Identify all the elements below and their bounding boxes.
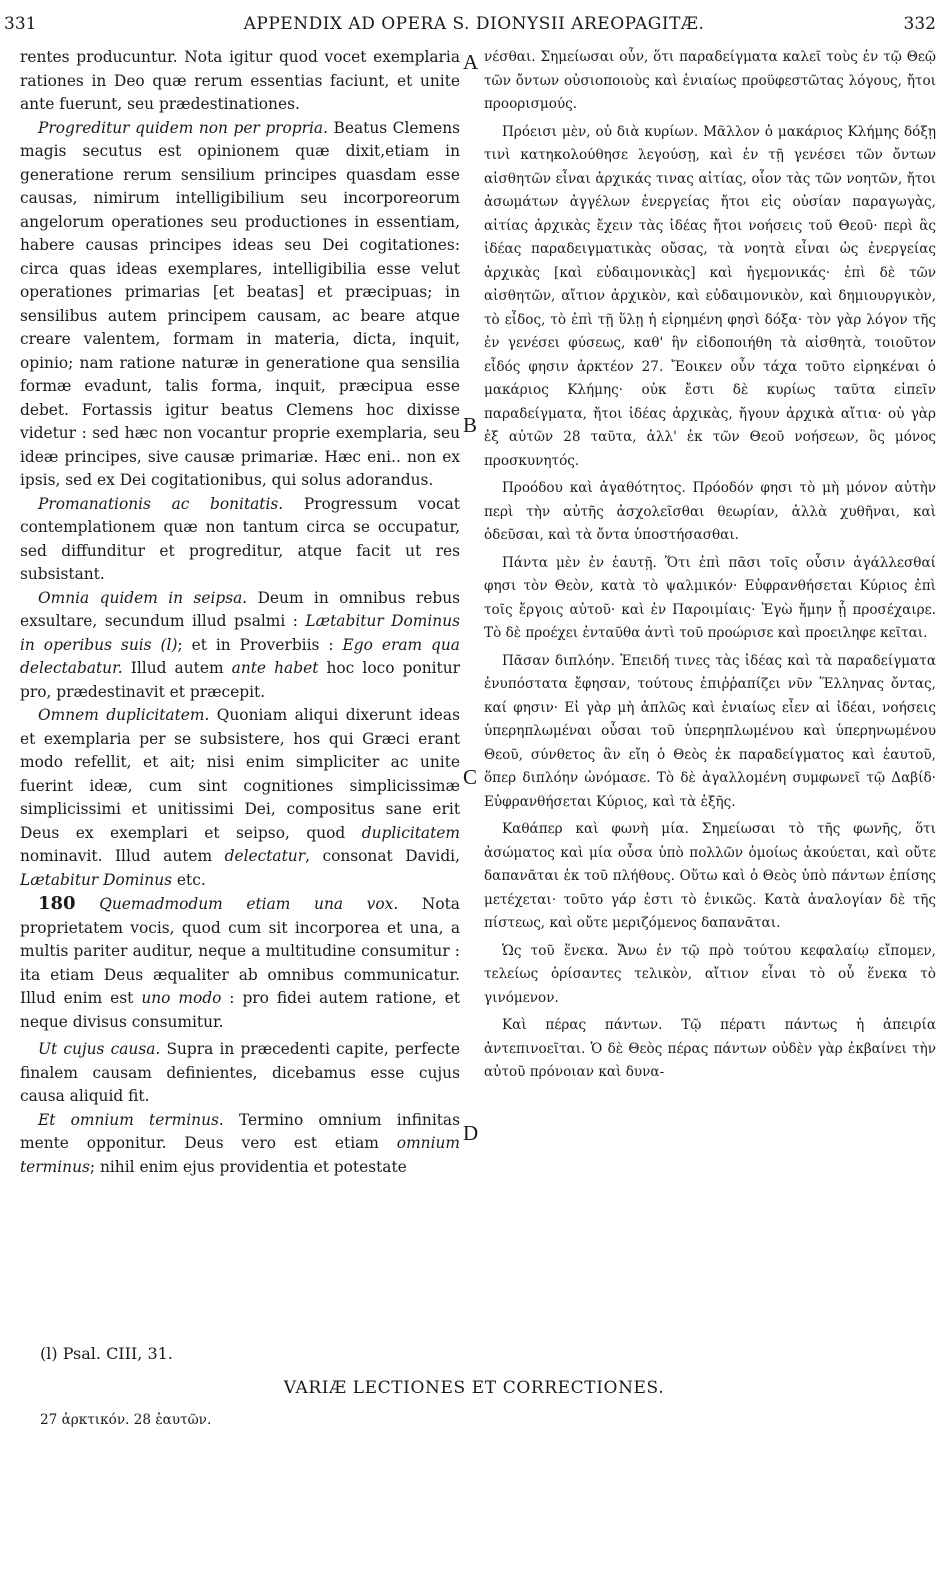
latin-paragraph: Omnia quidem in seipsa. Deum in omnibus rebus exsultare, secundum illud psalmi : Lætabitur Dominus in operibus suis (l); et in Proverbiis : Ego eram qua delectabatur. Illud autem ante habet hoc loco ponitur pro, prædestinavit et præcepit.	[20, 588, 461, 701]
greek-paragraph: Πᾶσαν διπλόην. Ἐπειδή τινες τὰς ἰδέας καὶ τὰ παραδείγματα ἐνυπόστατα ἔφησαν, τούτους ἐπιῤῥαπίζει νῦν Ἕλληνας ὄντας, καί φησιν· Εἰ γὰρ μὴ ἁπλῶς καὶ ἑνιαίως εἶεν αἱ ἰδέαι, νοήσεις ὑπερηπλωμέναι οὖσαι τοῦ ὑπερηπλωμένου καὶ ὑπερηνωμένου Θεοῦ, σύνθετος ἂν εἴη ὁ Θεὸς ἐκ παραδείγματος καὶ ἑαυτοῦ, ὅπερ διπλόην ὠνόμασε. Τὸ δὲ ἀγαλλομένη συμφωνεῖ τῷ Δαβίδ· Εὐφρανθήσεται Κύριος, καὶ τὰ ἑξῆς.	[484, 652, 936, 810]
greek-paragraph: Ὡς τοῦ ἕνεκα. Ἄνω ἐν τῷ πρὸ τούτου κεφαλαίῳ εἴπομεν, τελείως ὁρίσαντες τελικὸν, αἴτιον εἶναι τὸ οὗ ἕνεκα τὸ γινόμενον.	[484, 942, 936, 1006]
variae-lectiones-notes: 27 ἀρκτικόν. 28 ἑαυτῶν.	[40, 1412, 212, 1428]
latin-paragraph: Promanationis ac bonitatis. Progressum vocat contemplationem quæ non tantum circa se occupatur, sed diffunditur et progreditur, atque facit ut res subsistant.	[20, 494, 460, 583]
latin-column	[20, 46, 460, 1179]
greek-paragraph: Πάντα μὲν ἐν ἑαυτῇ. Ὅτι ἐπὶ πᾶσι τοῖς οὖσιν ἀγάλλεσθαί φησι τὸν Θεὸν, κατὰ τὸ ψαλμικόν· Εὐφρανθήσεται Κύριος ἐπὶ τοῖς ἔργοις αὐτοῦ· καὶ ἐν Παροιμίαις· Ἐγὼ ἤμην ᾗ προσέχαιρε. Τὸ δὲ προέχει ἐνταῦθα ἀντὶ τοῦ προώρισε καὶ προειληφε κεῖται.	[484, 554, 936, 641]
latin-paragraph: rentes producuntur. Nota igitur quod vocet exemplaria rationes in Deo quæ rerum essentias faciunt, et unite ante fuerunt, seu prædestinationes.	[20, 48, 460, 113]
latin-paragraph: 180 Quemadmodum etiam una vox. Nota proprietatem vocis, quod cum sit incorporea et una, a multis pariter auditur, neque a multitudine consumitur : ita etiam Deus æqualiter ab omnibus communicatur. Illud enim est uno modo : pro fidei autem ratione, et neque divisus consumitur.	[20, 893, 461, 1031]
page-number-left: 331	[4, 14, 37, 34]
latin-paragraph: Progreditur quidem non per propria. Beatus Clemens magis secutus est opinionem quæ dixit,etiam in generatione rerum sensilium principes quasdam esse causas, nimirum intelligibilium seu incorporeorum angelorum operationes seu productiones in essentiam, habere causas principes ideas seu Dei cogitationes: circa quas ideas exemplares, intelligibilia esse velut operationes primarias [et beatas] et præcipuas; in sensilibus autem principem causam, ac beare atque creare valentem, formam in materia, dicta, inquit, opinio; nam ratione naturæ in generatione qua sensilia formæ evadunt, talis forma, inquit, præcipua esse debet. Fortassis igitur beatus Clemens hoc dixisse videtur : sed hæc non vocantur proprie exemplaria, seu ideæ principes, sive causæ primariæ. Hæc eni.. non ex ipsis, sed ex Dei cogitationibus, qui solus adorandus.	[20, 118, 460, 489]
running-header	[0, 12, 948, 42]
greek-paragraph: Προόδου καὶ ἀγαθότητος. Πρόοδόν φησι τὸ μὴ μόνον αὐτὴν περὶ τὴν αὐτῆς ἀσχολεῖσθαι θεωρίαν, ἀλλὰ χυθῆναι, καὶ ὁδεῦσαι, καὶ τὰ ὄντα ὑποστήσασθαι.	[484, 480, 936, 543]
page-number-right: 332	[903, 14, 936, 34]
running-title: APPENDIX AD OPERA S. DIONYSII AREOPAGITÆ.	[243, 14, 705, 34]
greek-paragraph: Καὶ πέρας πάντων. Τῷ πέρατι πάντως ἡ ἀπειρία ἀντεπινοεῖται. Ὁ δὲ Θεὸς πέρας πάντων οὐδὲν γὰρ ἐκβαίνει τὴν αὐτοῦ πρόνοιαν καὶ δυνα-	[484, 1017, 936, 1080]
greek-paragraph: νέσθαι. Σημείωσαι οὖν, ὅτι παραδείγματα καλεῖ τοὺς ἐν τῷ Θεῷ τῶν ὄντων οὐσιοποιοὺς καὶ ἑνιαίως προϋφεστῶτας λόγους, ἤτοι προορισμούς.	[484, 49, 936, 112]
latin-paragraph: Omnem duplicitatem. Quoniam aliqui dixerunt ideas et exemplaria per se subsistere, hos qui Græci erant modo refellit, et ait; nisi enim simpliciter ac unite fuerint ideæ, cum sint cognitiones simplicissimæ simplicissimi et unitissimi Dei, compositus sane erit Deus ex exemplari et seipso, quod duplicitatem nominavit. Illud autem delectatur, consonat Davidi, Lætabitur Dominus etc.	[20, 706, 460, 889]
greek-column	[484, 46, 936, 1085]
margin-letter-c: C	[463, 765, 478, 789]
scripture-footnote: (l) Psal. CIII, 31.	[40, 1344, 173, 1363]
margin-letter-a: A	[463, 50, 479, 74]
greek-paragraph: Πρόεισι μὲν, οὐ διὰ κυρίων. Μᾶλλον ὁ μακάριος Κλήμης δόξῃ τινὶ κατηκολούθησε λεγούσῃ, καὶ ἐν τῇ γενέσει τῶν ὄντων αἰσθητῶν εἶναι ἀρχικάς τινας αἰτίας, οἷον τὰς τῶν νοητῶν, ἤτοι ἀσωμάτων ἀγγέλων ἐνεργείας ἤτοι εἰς οὐσίαν παραγωγὰς, αἰτίας ἀρχικὰς ἔχειν τὰς ἰδέας ἤτοι νοήσεις τοῦ Θεοῦ· περὶ ἃς ἰδέας παραδειγματικὰς οὔσας, τὰ νοητὰ εἶναι ὡς ἐνεργείας ἀρχικὰς [καὶ εὐδαιμονικὰς] καὶ ἡγεμονικάς· ἐπὶ δὲ τῶν αἰσθητῶν, αἴτιον ἀρχικὸν, καὶ εὐδαιμονικὸν, καὶ δημιουργικὸν, τὸ εἶδος, τὸ ἐπὶ τῇ ὕλῃ ἡ εἰρημένη φησὶ δόξα· τὸν γὰρ λόγον τῆς ἐν γενέσει φύσεως, καθ' ἣν εἰδοποιήθη τὰ αἰσθητὰ, τοιοῦτον εἶδός φησιν ἀρκτέον 27. Ἔοικεν οὖν τάχα τοῦτο εἰρηκέναι ὁ μακάριος Κλήμης· οὐκ ἔστι δὲ κυρίως ταῦτα εἰπεῖν παραδείγματα, ἤτοι ἰδέας ἀρχικὰς, ἤγουν ἀρχικὰ αἴτια· οὐ γὰρ ἐξ αὐτῶν 28 ταῦτα, ἀλλ' ἐκ τῶν Θεοῦ νοήσεων, ὃς μόνος προσκυνητός.	[484, 123, 936, 469]
latin-paragraph: Ut cujus causa. Supra in præcedenti capite, perfecte finalem causam definientes, dicebamus esse cujus causa aliquid fit.	[20, 1040, 461, 1105]
variae-lectiones-title: VARIÆ LECTIONES ET CORRECTIONES.	[283, 1378, 665, 1398]
latin-paragraph: Et omnium terminus. Termino omnium infinitas mente opponitur. Deus vero est etiam omnium terminus; nihil enim ejus providentia et potestate	[20, 1110, 460, 1176]
greek-paragraph: Καθάπερ καὶ φωνὴ μία. Σημείωσαι τὸ τῆς φωνῆς, ὅτι ἀσώματος καὶ μία οὖσα ὑπὸ πολλῶν ὁμοίως ἀκούεται, καὶ οὔτε δαπανᾶται ἐκ τοῦ πλήθους. Οὕτω καὶ ὁ Θεὸς ὑπὸ πάντων ἐπίσης μετέχεται· τοῦτο γάρ ἐστι τὸ ἑνικῶς. Κατὰ ἀναλογίαν δὲ τῆς πίστεως, καὶ οὔτε μεριζόμενος δαπανᾶται.	[484, 821, 936, 931]
margin-letter-b: B	[463, 413, 478, 437]
margin-letter-d: D	[463, 1121, 479, 1145]
